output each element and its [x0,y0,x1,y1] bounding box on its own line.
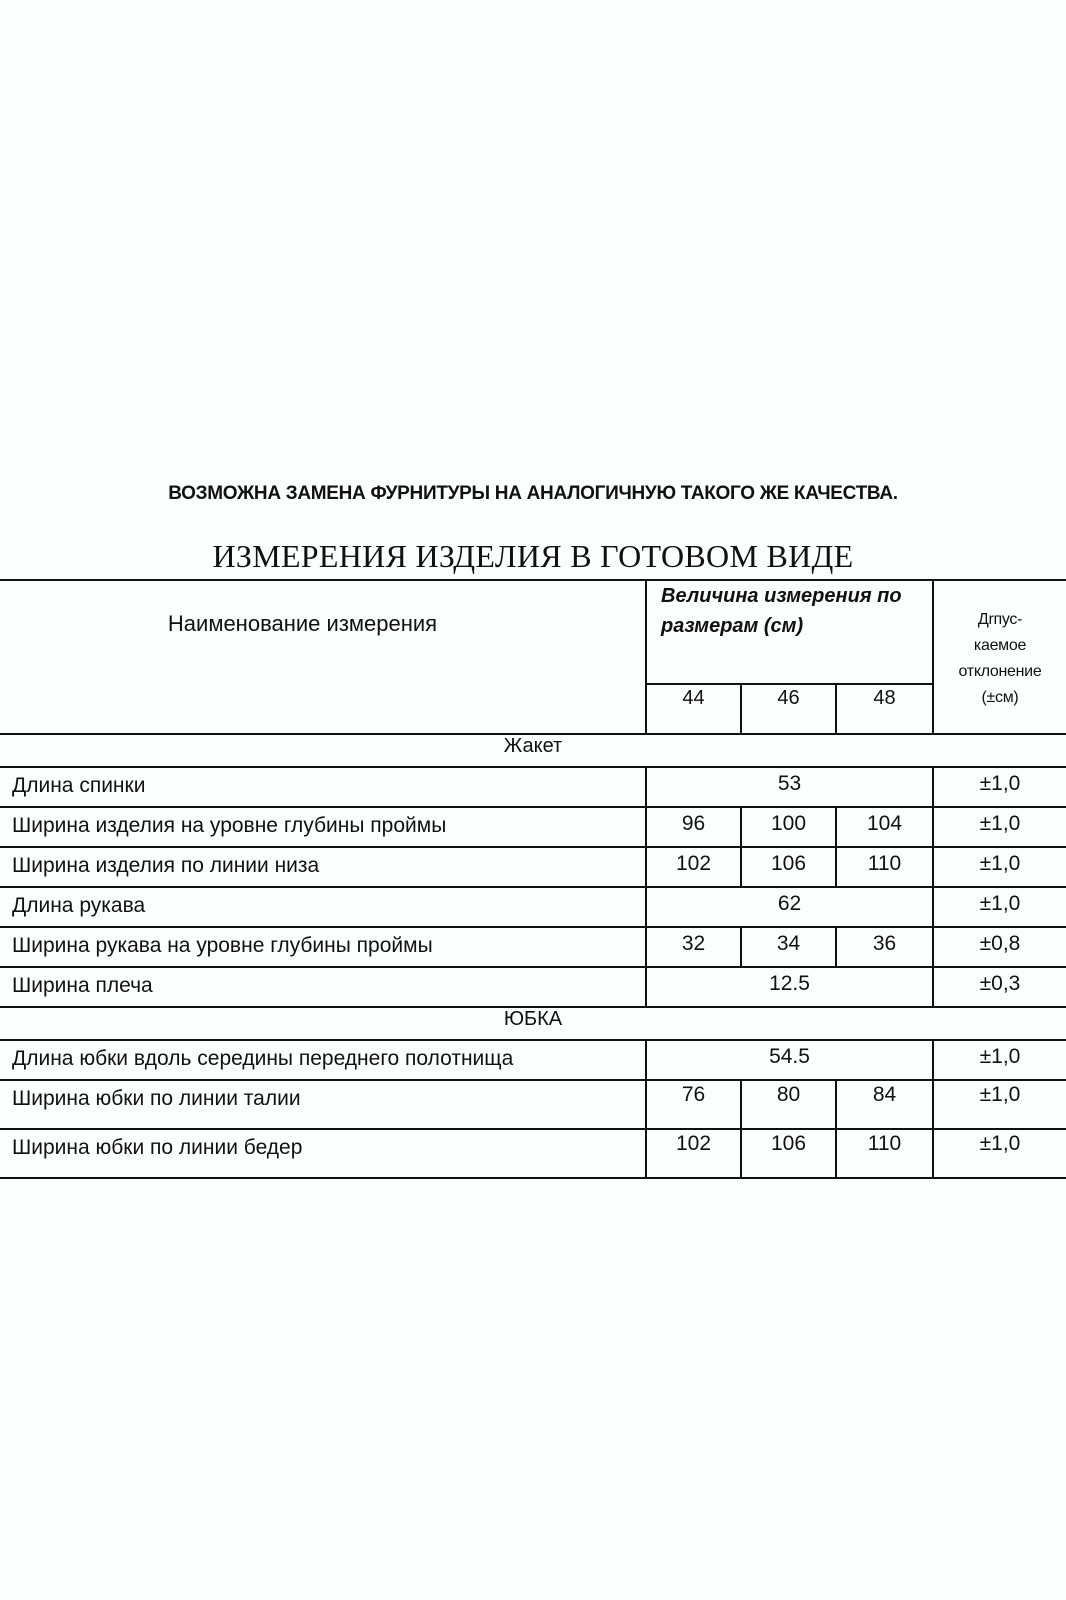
measurement-value: 100 [741,807,836,847]
table-row [0,847,1066,887]
header-tolerance-line4: (±см) [981,689,1019,706]
header-row [0,580,1066,684]
measurement-name: Ширина плеча [0,967,646,1007]
measurement-value: 106 [741,847,836,887]
measurement-name: Длина юбки вдоль середины переднего полотнища [0,1040,646,1080]
header-size-48: 48 [836,684,933,734]
header-tolerance [933,580,1066,734]
measurement-name: Ширина изделия на уровне глубины проймы [0,807,646,847]
header-size-group [646,580,933,684]
measurement-name: Ширина изделия по линии низа [0,847,646,887]
measurement-name: Длина спинки [0,767,646,807]
tolerance-value: ±0,3 [933,967,1066,1007]
section-title: Жакет [0,734,1066,767]
table-row [0,1080,1066,1129]
table-row [0,1129,1066,1178]
tolerance-value: ±1,0 [933,1129,1066,1178]
tolerance-value: ±1,0 [933,847,1066,887]
table-row [0,1040,1066,1080]
measurement-value: 76 [646,1080,741,1129]
tolerance-value: ±1,0 [933,767,1066,807]
measurement-value: 104 [836,807,933,847]
table-row [0,927,1066,967]
tolerance-value: ±1,0 [933,1080,1066,1129]
measurement-value: 110 [836,1129,933,1178]
measurement-value: 84 [836,1080,933,1129]
measurement-name: Длина рукава [0,887,646,927]
measurement-value: 36 [836,927,933,967]
section-row-skirt [0,1007,1066,1040]
header-size-44: 44 [646,684,741,734]
section-row-jacket [0,734,1066,767]
measurement-name: Ширина юбки по линии бедер [0,1129,646,1178]
measurement-value: 12.5 [646,967,933,1007]
header-tolerance-line3: отклонение [958,663,1042,680]
tolerance-value: ±1,0 [933,887,1066,927]
measurement-value: 102 [646,847,741,887]
page-title: ИЗМЕРЕНИЯ ИЗДЕЛИЯ В ГОТОВОМ ВИДЕ [212,538,854,574]
measurement-value: 53 [646,767,933,807]
measurement-value: 80 [741,1080,836,1129]
fittings-notice: ВОЗМОЖНА ЗАМЕНА ФУРНИТУРЫ НА АНАЛОГИЧНУЮ ТАКОГО ЖЕ КАЧЕСТВА. [168,483,898,504]
header-size-group-line2: размерам (см) [661,615,804,637]
measurement-name: Ширина юбки по линии талии [0,1080,646,1129]
table-row [0,767,1066,807]
header-measurement-name: Наименование измерения [0,580,646,734]
tolerance-value: ±0,8 [933,927,1066,967]
header-size-46: 46 [741,684,836,734]
table-row [0,967,1066,1007]
measurement-value: 102 [646,1129,741,1178]
header-tolerance-line1: Дrпус- [977,611,1023,628]
measurement-value: 62 [646,887,933,927]
tolerance-value: ±1,0 [933,1040,1066,1080]
measurement-value: 32 [646,927,741,967]
header-tolerance-line2: каемое [973,637,1027,654]
header-size-group-line1: Величина измерения по [661,585,902,607]
section-title: ЮБКА [0,1007,1066,1040]
measurement-name: Ширина рукава на уровне глубины проймы [0,927,646,967]
tolerance-value: ±1,0 [933,807,1066,847]
table-row [0,887,1066,927]
measurement-value: 34 [741,927,836,967]
measurements-table [0,579,1066,1179]
measurement-value: 106 [741,1129,836,1178]
table-row [0,807,1066,847]
measurement-value: 54.5 [646,1040,933,1080]
measurement-value: 110 [836,847,933,887]
measurement-value: 96 [646,807,741,847]
